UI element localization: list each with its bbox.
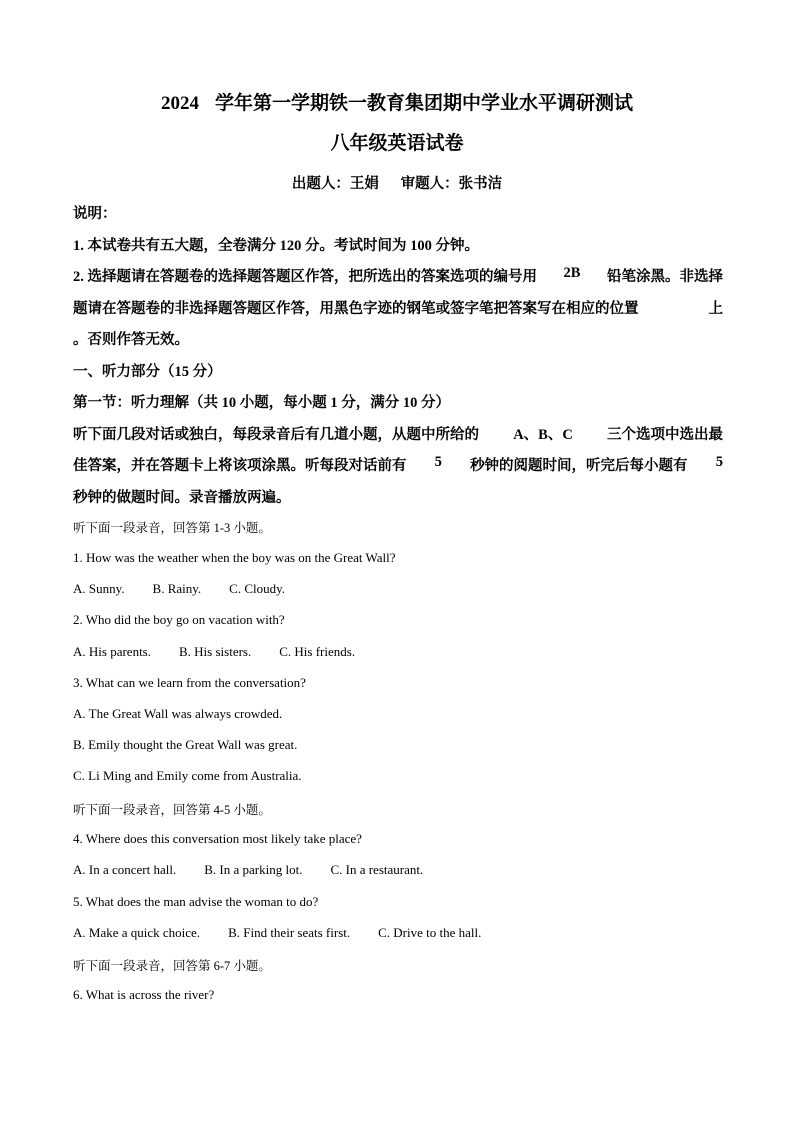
question-1-options (73, 581, 285, 597)
option-b: B. Find their seats first. (228, 925, 351, 940)
directions-text: 三个选项中选出最 (607, 427, 723, 443)
directions-text: 佳答案，并在答题卡上将该项涂黑。听每段对话前有 (73, 458, 407, 474)
exam-authors: 出题人：王娟 审题人：张书洁 (291, 176, 503, 192)
group-intro: 听下面一段录音，回答第 6-7 小题。 (73, 959, 271, 973)
directions-line-1 (73, 423, 723, 444)
instruction-text: 2. 选择题请在答题卷的选择题答题区作答，把所选出的答案选项的编号用 (73, 269, 537, 285)
directions-text: A、B、C (513, 427, 573, 443)
question-3: 3. What can we learn from the conversation? (73, 675, 306, 690)
directions-text: 5 (715, 454, 723, 470)
directions-line-3: 秒钟的做题时间。录音播放两遍。 (73, 490, 291, 506)
exam-title (0, 88, 794, 115)
option-b: B. Emily thought the Great Wall was great. (73, 737, 298, 752)
option-b: B. His sisters. (179, 644, 252, 659)
question-6: 6. What is across the river? (73, 987, 215, 1002)
question-2: 2. Who did the boy go on vacation with? (73, 612, 285, 627)
group-intro: 听下面一段录音，回答第 4-5 小题。 (73, 803, 271, 817)
group-intro: 听下面一段录音，回答第 1-3 小题。 (73, 521, 271, 535)
directions-text: 5 (434, 454, 442, 470)
instruction-item-2-line-2 (73, 297, 723, 318)
question-5-options (73, 925, 481, 941)
question-5: 5. What does the man advise the woman to do? (73, 894, 319, 909)
question-2-options (73, 644, 355, 660)
exam-subtitle: 八年级英语试卷 (330, 133, 464, 154)
question-4: 4. Where does this conversation most likely take place? (73, 831, 362, 846)
instruction-item-2-line-1 (73, 265, 723, 286)
instruction-text: 2B (563, 265, 581, 281)
instruction-item-2-line-3: 。否则作答无效。 (73, 332, 189, 348)
option-c: C. Cloudy. (229, 581, 286, 596)
option-a: A. Sunny. (73, 581, 125, 596)
option-b: B. Rainy. (152, 581, 202, 596)
title-year: 2024 (160, 93, 199, 114)
instructions-label: 说明： (73, 206, 117, 222)
option-c: C. His friends. (279, 644, 356, 659)
directions-line-2 (73, 454, 723, 475)
instruction-text: 题请在答题卷的非选择题答题区作答，用黑色字迹的钢笔或签字笔把答案写在相应的位置 (73, 301, 639, 317)
option-c: C. Li Ming and Emily come from Australia. (73, 768, 302, 783)
instruction-text: 上 (708, 301, 723, 317)
directions-text: 听下面几段对话或独白，每段录音后有几道小题，从题中所给的 (73, 427, 479, 443)
option-a: A. In a concert hall. (73, 862, 177, 877)
instruction-item-1: 1. 本试卷共有五大题，全卷满分 120 分。考试时间为 100 分钟。 (73, 238, 479, 254)
option-a: A. Make a quick choice. (73, 925, 201, 940)
instruction-text: 铅笔涂黑。非选择 (606, 269, 723, 285)
question-4-options (73, 862, 423, 878)
question-1: 1. How was the weather when the boy was on the Great Wall? (73, 550, 396, 565)
part-heading: 第一节：听力理解（共 10 小题，每小题 1 分，满分 10 分） (73, 395, 450, 411)
option-c: C. Drive to the hall. (378, 925, 482, 940)
option-c: C. In a restaurant. (330, 862, 424, 877)
directions-text: 秒钟的阅题时间，听完后每小题有 (470, 458, 688, 474)
option-a: A. His parents. (73, 644, 151, 659)
title-text: 学年第一学期铁一教育集团期中学业水平调研测试 (214, 93, 633, 114)
option-a: A. The Great Wall was always crowded. (73, 706, 283, 721)
section-heading: 一、听力部分（15 分） (73, 364, 222, 380)
option-b: B. In a parking lot. (204, 862, 303, 877)
